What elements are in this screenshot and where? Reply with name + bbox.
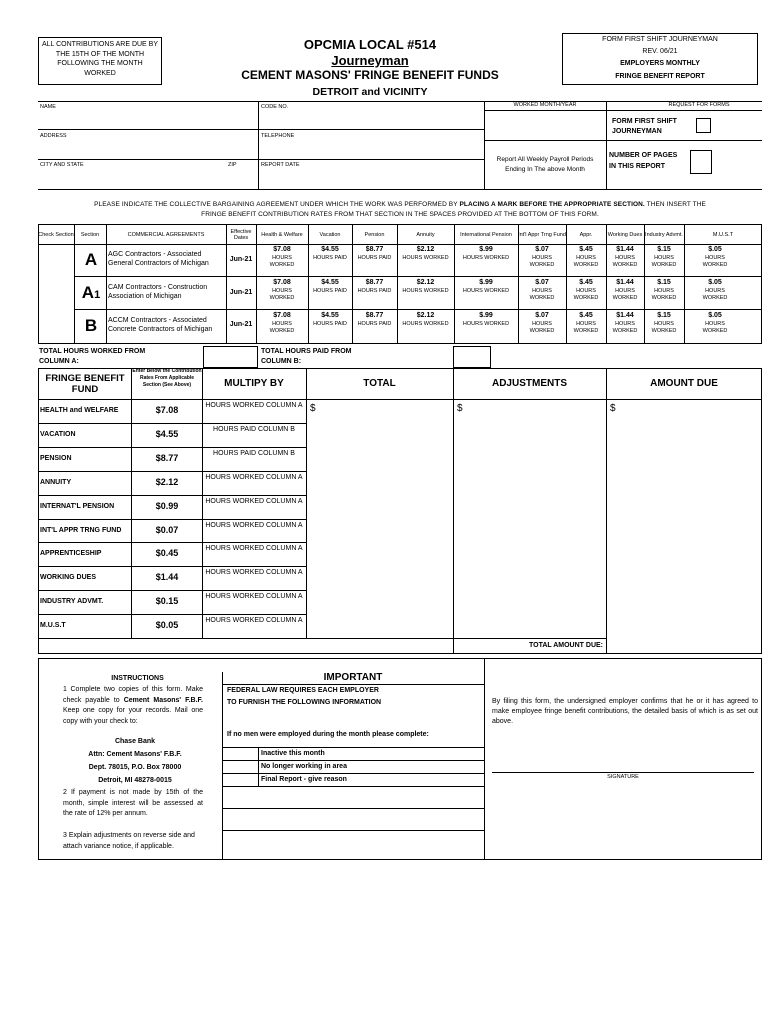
fund-rate-4: $0.99 — [155, 501, 179, 511]
instruction-1a: 1 Complete two copies of this form. Make check payable to — [63, 686, 203, 704]
rate-b-9: $.05 — [708, 312, 722, 319]
rate-a-5: $.07 — [535, 246, 549, 253]
fund-name-1: VACATION — [40, 431, 76, 438]
bank-name: Chase Bank — [114, 738, 156, 745]
fund-multiply-2: HOURS PAID COLUMN B — [213, 450, 295, 457]
unit-a-9: HOURS WORKED — [702, 255, 728, 268]
fringe-fund-header: FRINGE BENEFIT FUND — [45, 373, 125, 395]
fund-rate-0: $7.08 — [155, 405, 179, 415]
instruction-line2: FRINGE BENEFIT CONTRIBUTION RATES FROM THAT SECTION IN THE SPACES PROVIDED AT THE BOTTOM OF THIS FORM. — [201, 211, 599, 218]
rate-a-8: $.15 — [657, 246, 671, 253]
header-must: M.U.S.T — [712, 232, 734, 238]
unit-a-0: HOURS WORKED — [269, 255, 295, 268]
fund-multiply-5: HOURS WORKED COLUMN A — [205, 522, 303, 529]
signature-statement: By filing this form, the undersigned employer confirms that he or it has agreed to make employee fringe benefit contributions, the detailed basis of which is as set out above. — [492, 698, 758, 725]
unit-a1-6: HOURS WORKED — [573, 288, 599, 301]
fund-name-3: ANNUITY — [40, 479, 72, 486]
inactive-checkbox[interactable] — [223, 748, 257, 759]
inactive-label: Inactive this month — [261, 750, 325, 757]
fund-name-0: HEALTH and WELFARE — [40, 407, 119, 414]
total-amount-due-label: TOTAL AMOUNT DUE: — [528, 642, 603, 649]
amount-dollar-sign: $ — [610, 403, 616, 414]
title-detroit: DETROIT and VICINITY — [312, 86, 428, 98]
total-hours-paid-label: TOTAL HOURS PAID FROM COLUMN B: — [261, 348, 352, 365]
total-column-field[interactable] — [318, 401, 450, 636]
effective-date-a: Jun-21 — [229, 256, 253, 263]
rate-a1-4: $.99 — [479, 279, 493, 286]
unit-a1-3: HOURS WORKED — [402, 288, 449, 294]
effective-date-b: Jun-21 — [229, 321, 253, 328]
employers-monthly: EMPLOYERS MONTHLY — [620, 60, 700, 67]
rate-a1-5: $.07 — [535, 279, 549, 286]
rate-a1-7: $1.44 — [616, 279, 634, 286]
name-label: NAME — [40, 104, 56, 110]
unit-a1-0: HOURS WORKED — [269, 288, 295, 301]
header-effective: Effective Dates — [230, 229, 252, 241]
worked-month-field[interactable] — [486, 112, 604, 139]
section-letter-a: A — [84, 250, 98, 269]
fund-multiply-9: HOURS WORKED COLUMN A — [205, 617, 303, 624]
rate-b-3: $2.12 — [416, 312, 435, 319]
name-field[interactable] — [40, 110, 256, 128]
unit-b-8: HOURS WORKED — [651, 321, 677, 334]
instruction-item-1 — [63, 685, 203, 727]
unit-b-3: HOURS WORKED — [402, 321, 449, 327]
fund-rate-6: $0.45 — [155, 548, 179, 558]
header-industry: Industry Advmt. — [645, 232, 683, 238]
fund-name-2: PENSION — [40, 455, 72, 462]
fund-rate-3: $2.12 — [155, 477, 179, 487]
header-working: Working Dues — [607, 232, 643, 238]
number-of-pages-box[interactable] — [690, 150, 712, 174]
multiply-by-header: MULTIPY BY — [224, 378, 284, 389]
address-label: ADDRESS — [40, 133, 67, 139]
report-date-label: REPORT DATE — [261, 162, 300, 168]
rate-b-4: $.99 — [479, 312, 493, 319]
fund-multiply-7: HOURS WORKED COLUMN A — [205, 569, 303, 576]
rate-b-5: $.07 — [535, 312, 549, 319]
rate-a1-9: $.05 — [708, 279, 722, 286]
unit-b-7: HOURS WORKED — [612, 321, 638, 334]
rate-b-0: $7.08 — [273, 312, 291, 319]
rate-a-3: $2.12 — [416, 246, 435, 253]
unit-a-3: HOURS WORKED — [402, 255, 449, 261]
rate-a1-0: $7.08 — [273, 279, 291, 286]
header-intl-appr: Int'l Appr Trng Fund — [518, 232, 566, 238]
header-check-section: Check Section — [38, 232, 74, 238]
fund-rate-5: $0.07 — [155, 525, 179, 535]
unit-b-5: HOURS WORKED — [529, 321, 555, 334]
letter-a1-sub: 1 — [94, 289, 101, 301]
unit-b-1: HOURS PAID — [313, 321, 347, 327]
fund-rate-9: $0.05 — [155, 620, 179, 630]
fund-name-8: INDUSTRY ADVMT. — [40, 598, 104, 605]
unit-a1-8: HOURS WORKED — [651, 288, 677, 301]
instruction-bar — [38, 200, 762, 220]
check-section-a1[interactable] — [39, 277, 73, 308]
fund-name-7: WORKING DUES — [40, 574, 96, 581]
bank-city: Detroit, MI 48278-0015 — [98, 777, 172, 784]
telephone-label: TELEPHONE — [261, 133, 295, 139]
federal-law-line2: TO FURNISH THE FOLLOWING INFORMATION — [227, 699, 382, 706]
form-first-shift-label: FORM FIRST SHIFT JOURNEYMAN — [612, 118, 677, 135]
unit-b-4: HOURS WORKED — [462, 321, 510, 327]
final-report-reason-field[interactable] — [224, 788, 482, 828]
header-pension: Pension — [364, 232, 385, 238]
rate-a-6: $.45 — [579, 246, 593, 253]
unit-a-2: HOURS PAID — [357, 255, 392, 261]
code-label: CODE NO. — [261, 104, 289, 110]
check-section-a[interactable] — [39, 245, 73, 275]
unit-b-2: HOURS PAID — [357, 321, 392, 327]
report-all-note: Report All Weekly Payroll Periods Ending In The above Month — [496, 156, 594, 173]
total-hours-paid-box[interactable] — [453, 346, 491, 368]
fringe-benefit-report: FRINGE BENEFIT REPORT — [615, 73, 705, 80]
amount-due-header: AMOUNT DUE — [650, 378, 718, 389]
agreement-name-a1: CAM Contractors - Construction Association of Michigan — [108, 284, 208, 300]
unit-a1-7: HOURS WORKED — [612, 288, 638, 301]
unit-a1-2: HOURS PAID — [357, 288, 392, 294]
enter-rates-header: Enter Below the Contribution Rates From Applicable Section (See Above) — [132, 368, 202, 388]
address-field[interactable] — [40, 140, 256, 158]
total-dollar-sign: $ — [310, 403, 316, 414]
rate-b-7: $1.44 — [616, 312, 634, 319]
instruction-item-3: 3 Explain adjustments on reverse side and attach variance notice, if applicable. — [63, 832, 195, 850]
form-rev: REV. 06/21 — [642, 48, 678, 55]
fund-rate-8: $0.15 — [155, 596, 179, 606]
fund-multiply-0: HOURS WORKED COLUMN A — [205, 402, 303, 409]
city-state-field[interactable] — [40, 170, 220, 188]
header-international: International Pension — [460, 232, 512, 238]
total-header: TOTAL — [363, 378, 396, 389]
unit-b-9: HOURS WORKED — [702, 321, 728, 334]
instruction-1c: Keep one copy for your records. Mail one copy with your check to: — [63, 707, 203, 725]
final-report-checkbox[interactable] — [223, 774, 257, 785]
city-state-label: CITY AND STATE — [40, 162, 84, 168]
rate-b-1: $4.55 — [321, 312, 339, 319]
unit-a1-5: HOURS WORKED — [529, 288, 555, 301]
fund-multiply-1: HOURS PAID COLUMN B — [213, 426, 295, 433]
unit-b-6: HOURS WORKED — [573, 321, 599, 334]
rate-a1-8: $.15 — [657, 279, 671, 286]
header-annuity: Annuity — [416, 232, 435, 238]
signature-label: SIGNATURE — [607, 774, 639, 780]
unit-a-7: HOURS WORKED — [612, 255, 638, 268]
header-vacation: Vacation — [319, 232, 341, 238]
fund-multiply-8: HOURS WORKED COLUMN A — [205, 593, 303, 600]
zip-label: ZIP — [228, 162, 237, 168]
request-forms-label: REQUEST FOR FORMS — [668, 102, 730, 108]
if-no-men-note: If no men were employed during the month please complete: — [227, 731, 429, 738]
rate-b-8: $.15 — [657, 312, 671, 319]
telephone-field[interactable] — [261, 140, 481, 158]
rate-a-4: $.99 — [479, 246, 493, 253]
unit-a-4: HOURS WORKED — [462, 255, 510, 261]
fund-name-5: INT'L APPR TRNG FUND — [40, 527, 122, 534]
instruction-line1c: THEN INSERT THE — [644, 201, 706, 208]
agreement-name-a: AGC Contractors - Associated General Contractors of Michigan — [108, 251, 209, 267]
form-first-shift-checkbox[interactable] — [696, 118, 711, 133]
bank-attn: Attn: Cement Masons' F.B.F. — [88, 751, 182, 758]
no-longer-checkbox[interactable] — [223, 761, 257, 772]
rate-a-0: $7.08 — [273, 246, 291, 253]
due-note: ALL CONTRIBUTIONS ARE DUE BY THE 15TH OF THE MONTH FOLLOWING THE MONTH WORKED — [41, 41, 159, 77]
unit-a-6: HOURS WORKED — [573, 255, 599, 268]
fund-rate-7: $1.44 — [155, 572, 179, 582]
rate-a-9: $.05 — [708, 246, 722, 253]
check-section-b[interactable] — [39, 310, 73, 343]
header-appr: Appr. — [579, 232, 593, 238]
section-letter-a1 — [80, 283, 102, 303]
rate-a1-6: $.45 — [579, 279, 593, 286]
code-field[interactable] — [261, 110, 481, 128]
instruction-1b: Cement Masons' F.B.F. — [123, 696, 203, 704]
total-hours-worked-box[interactable] — [203, 346, 258, 368]
signature-field[interactable] — [492, 745, 754, 771]
header-commercial: COMMERCIAL AGREEMENTS — [127, 232, 205, 238]
letter-a1-main: A — [81, 283, 95, 302]
adjustments-dollar-sign: $ — [457, 403, 463, 414]
instruction-item-2: 2 If payment is not made by 15th of the month, simple interest will be assessed at the rate of 12% per annum. — [63, 789, 203, 817]
important-title: IMPORTANT — [323, 672, 383, 683]
title-journeyman: Journeyman — [331, 53, 409, 68]
fund-rate-2: $8.77 — [155, 453, 179, 463]
amount-due-column-field[interactable] — [618, 401, 758, 651]
rate-b-2: $8.77 — [365, 312, 384, 319]
instruction-line1b: PLACING A MARK BEFORE THE APPROPRIATE SECTION. — [459, 201, 645, 208]
fund-name-9: M.U.S.T — [40, 622, 66, 629]
total-hours-worked-label: TOTAL HOURS WORKED FROM COLUMN A: — [39, 348, 146, 365]
rate-b-6: $.45 — [579, 312, 593, 319]
fund-name-4: INTERNAT'L PENSION — [40, 503, 115, 510]
adjustments-column-field[interactable] — [465, 401, 603, 651]
section-letter-b: B — [84, 316, 98, 335]
title-local: OPCMIA LOCAL #514 — [303, 37, 437, 52]
form-name: FORM FIRST SHIFT JOURNEYMAN — [602, 36, 718, 43]
fund-multiply-6: HOURS WORKED COLUMN A — [205, 545, 303, 552]
federal-law-line1: FEDERAL LAW REQUIRES EACH EMPLOYER — [227, 687, 379, 694]
rate-a-2: $8.77 — [365, 246, 384, 253]
fund-multiply-3: HOURS WORKED COLUMN A — [205, 474, 303, 481]
unit-a1-1: HOURS PAID — [313, 288, 347, 294]
unit-a-5: HOURS WORKED — [529, 255, 555, 268]
unit-a1-4: HOURS WORKED — [462, 288, 510, 294]
agreement-name-b: ACCM Contractors - Associated Concrete Contractors of Michigan — [108, 317, 213, 333]
instruction-line1a: PLEASE INDICATE THE COLLECTIVE BARGAINING AGREEMENT UNDER WHICH THE WORK WAS PERFORMED BY — [94, 201, 460, 208]
unit-a-8: HOURS WORKED — [651, 255, 677, 268]
report-date-field[interactable] — [261, 170, 481, 188]
fund-name-6: APPRENTICESHIP — [40, 550, 102, 557]
final-report-label: Final Report - give reason — [261, 776, 347, 783]
rate-a-1: $4.55 — [321, 246, 339, 253]
worked-month-label: WORKED MONTH/YEAR — [513, 102, 577, 108]
header-health: Health & Welfare — [261, 232, 303, 238]
number-of-pages-label: NUMBER OF PAGES IN THIS REPORT — [609, 152, 678, 170]
bank-dept: Dept. 78015, P.O. Box 78000 — [88, 764, 182, 771]
unit-a-1: HOURS PAID — [313, 255, 347, 261]
rate-a-7: $1.44 — [616, 246, 634, 253]
fund-rate-1: $4.55 — [155, 429, 179, 439]
title-funds: CEMENT MASONS' FRINGE BENEFIT FUNDS — [241, 68, 499, 82]
unit-a1-9: HOURS WORKED — [702, 288, 728, 301]
no-longer-label: No longer working in area — [261, 763, 347, 770]
fund-multiply-4: HOURS WORKED COLUMN A — [205, 498, 303, 505]
rate-a1-2: $8.77 — [365, 279, 384, 286]
adjustments-header: ADJUSTMENTS — [491, 378, 567, 389]
rate-a1-3: $2.12 — [416, 279, 435, 286]
effective-date-a1: Jun-21 — [229, 289, 253, 296]
header-section: Section — [80, 232, 100, 238]
rate-a1-1: $4.55 — [321, 279, 339, 286]
instructions-title: INSTRUCTIONS — [111, 675, 164, 682]
unit-b-0: HOURS WORKED — [269, 321, 295, 334]
